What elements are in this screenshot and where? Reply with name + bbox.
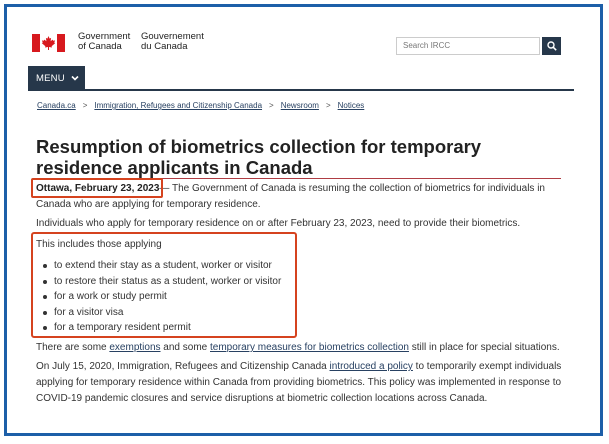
list-highlight-box bbox=[31, 232, 297, 338]
menu-bar bbox=[28, 66, 574, 91]
para5-text: On July 15, 2020, Immigration, Refugees and Citizenship Canada bbox=[36, 361, 330, 372]
breadcrumb-ircc[interactable]: Immigration, Refugees and Citizenship Canada bbox=[94, 101, 263, 110]
menu-button[interactable] bbox=[28, 66, 85, 91]
policy-paragraph bbox=[36, 359, 566, 407]
list-intro: This includes those applying bbox=[36, 239, 162, 250]
wordmark-en-line2: of Canada bbox=[78, 41, 122, 52]
temporary-measures-link[interactable]: temporary measures for biometrics collection bbox=[210, 342, 409, 353]
requirement-paragraph: Individuals who apply for temporary residence on or after February 23, 2023, need to provide their biometrics. bbox=[36, 218, 521, 229]
list-item: for a temporary resident permit bbox=[43, 320, 281, 336]
breadcrumb-separator: > bbox=[82, 101, 88, 110]
para4-text: and some bbox=[160, 342, 210, 353]
introduced-policy-link[interactable]: introduced a policy bbox=[329, 361, 413, 372]
list-item: for a visitor visa bbox=[43, 305, 281, 321]
para4-text: There are some bbox=[36, 342, 110, 353]
search-icon bbox=[547, 41, 557, 51]
site-header bbox=[30, 30, 570, 62]
dateline-highlight-box bbox=[31, 178, 163, 198]
search-input[interactable]: Search IRCC bbox=[396, 37, 540, 55]
breadcrumb-separator: > bbox=[325, 101, 331, 110]
exemptions-paragraph bbox=[36, 340, 566, 356]
wordmark-fr-line1: Gouvernement bbox=[141, 31, 204, 42]
list-item: for a work or study permit bbox=[43, 289, 281, 305]
breadcrumb-canada[interactable]: Canada.ca bbox=[37, 101, 76, 110]
exemptions-link[interactable]: exemptions bbox=[109, 342, 161, 353]
wordmark-fr-line2: du Canada bbox=[141, 41, 188, 52]
wordmark-french[interactable] bbox=[141, 32, 204, 52]
canada-flag-icon[interactable] bbox=[32, 34, 65, 52]
breadcrumb-newsroom[interactable]: Newsroom bbox=[280, 101, 319, 110]
dateline: Ottawa, February 23, 2023 bbox=[36, 183, 160, 194]
breadcrumb bbox=[37, 101, 364, 110]
para5-text: to temporarily exempt individuals applying for temporary residence within Canada from providing biometrics. This policy was implemented in response to COVID-19 pandemic closures and service disruptions at biometric collection locations across Canada. bbox=[36, 361, 562, 404]
page-title: Resumption of biometrics collection for temporary residence applicants in Canada bbox=[36, 136, 482, 178]
breadcrumb-separator: > bbox=[269, 101, 274, 110]
dateline-dash: — bbox=[159, 183, 170, 194]
list-item: to restore their status as a student, worker or visitor bbox=[43, 274, 281, 290]
search-button[interactable] bbox=[542, 37, 561, 55]
menu-label: MENU bbox=[36, 73, 65, 84]
intro-text: The Government of Canada is resuming the collection of biometrics for individuals in Canada who are applying for temporary residence. bbox=[36, 183, 545, 210]
list-item: to extend their stay as a student, worker or visitor bbox=[43, 258, 281, 274]
para4-text: still in place for special situations. bbox=[408, 342, 560, 353]
wordmark-english[interactable] bbox=[78, 32, 130, 52]
breadcrumb-notices[interactable]: Notices bbox=[337, 101, 365, 110]
chevron-down-icon bbox=[71, 74, 79, 82]
wordmark-en-line1: Government bbox=[78, 31, 131, 42]
